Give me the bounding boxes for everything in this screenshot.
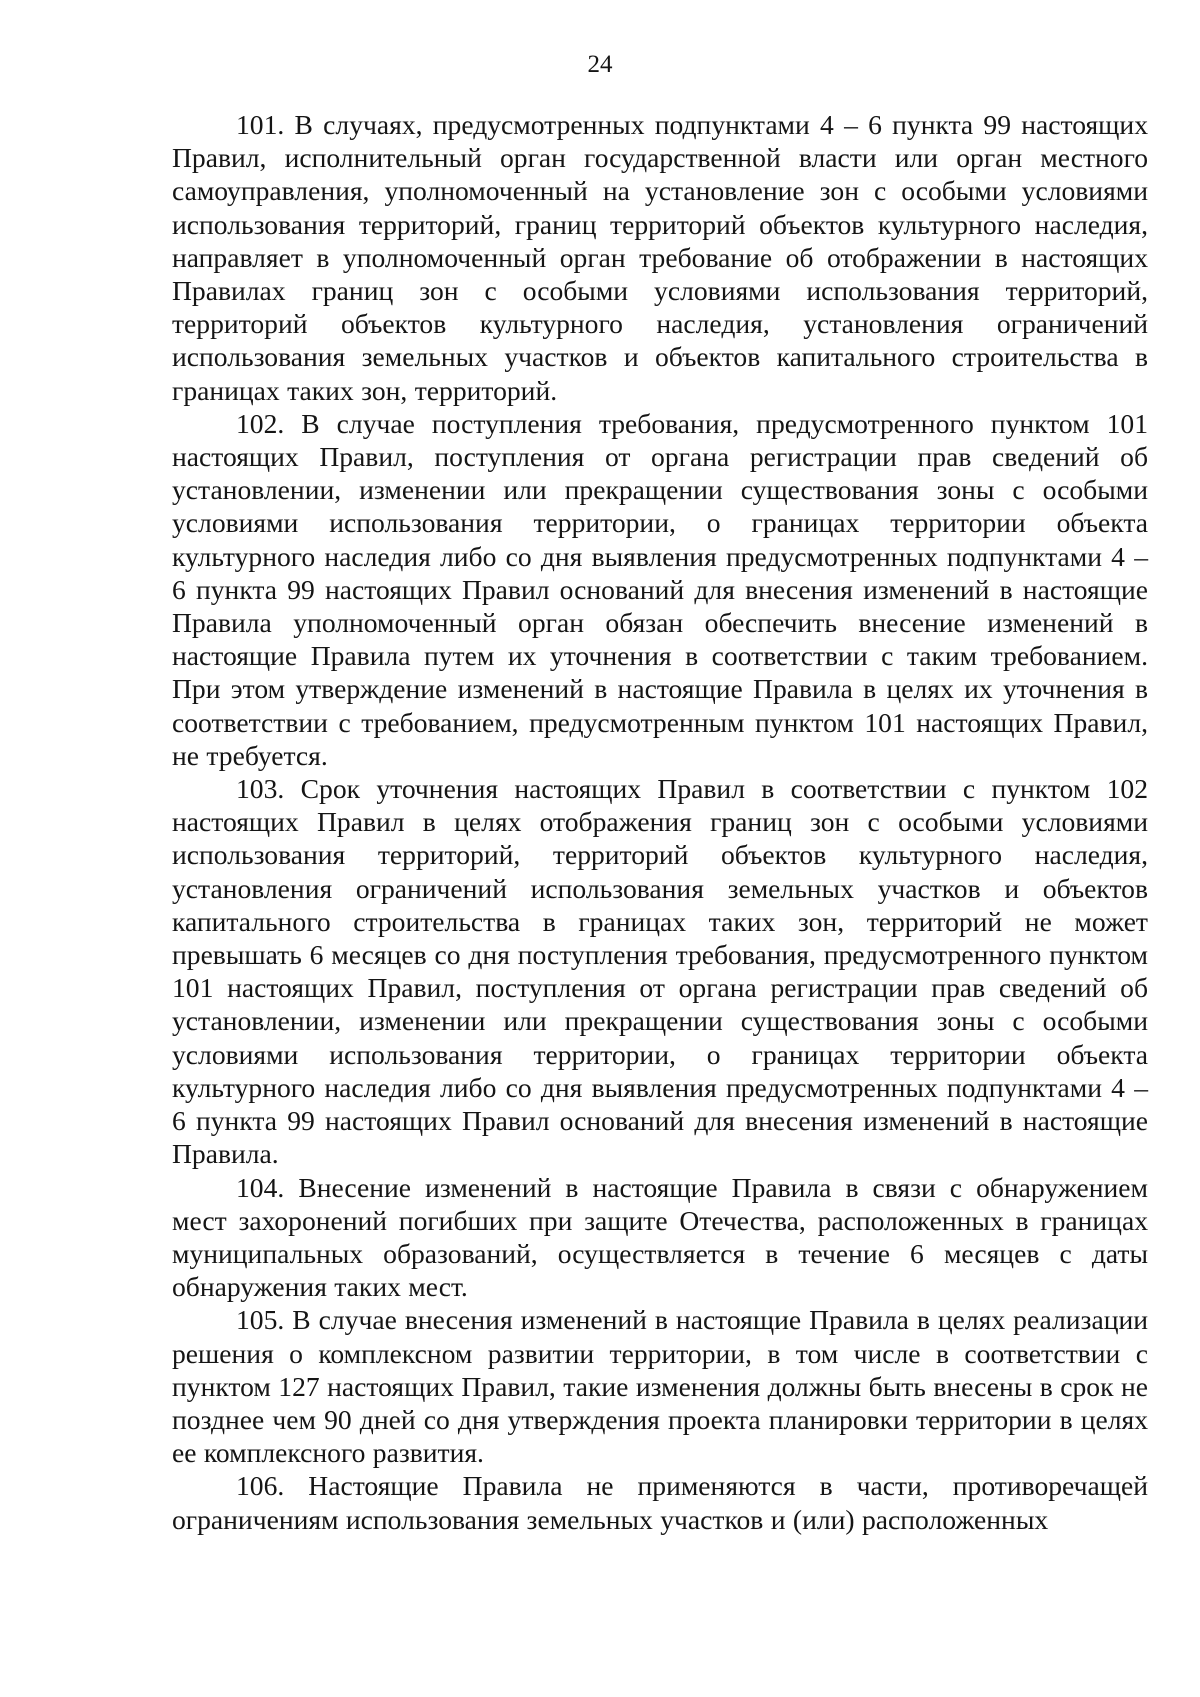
document-body [172, 108, 1148, 1536]
paragraph-101: 101. В случаях, предусмотренных подпунктами 4 – 6 пункта 99 настоящих Правил, исполнительный орган государственной власти или орган местного самоуправления, уполномоченный на установление зон с особыми условиями использования территорий, границ территорий объектов культурного наследия, направляет в уполномоченный орган требование об отображении в настоящих Правилах границ зон с особыми условиями использования территорий, территорий объектов культурного наследия, установления ограничений использования земельных участков и объектов капитального строительства в границах таких зон, территорий. [172, 109, 1148, 406]
paragraph-102: 102. В случае поступления требования, предусмотренного пунктом 101 настоящих Правил, поступления от органа регистрации прав сведений об установлении, изменении или прекращении существования зоны с особыми условиями использования территории, о границах территории объекта культурного наследия либо со дня выявления предусмотренных подпунктами 4 – 6 пункта 99 настоящих Правил оснований для внесения изменений в настоящие Правила уполномоченный орган обязан обеспечить внесение изменений в настоящие Правила путем их уточнения в соответствии с таким требованием. При этом утверждение изменений в настоящие Правила в целях их уточнения в соответствии с требованием, предусмотренным пунктом 101 настоящих Правил, не требуется. [172, 407, 1148, 771]
paragraph-105: 105. В случае внесения изменений в настоящие Правила в целях реализации решения о комплексном развитии территории, в том числе в соответствии с пунктом 127 настоящих Правил, такие изменения должны быть внесены в срок не позднее чем 90 дней со дня утверждения проекта планировки территории в целях ее комплексного развития. [172, 1304, 1148, 1469]
paragraph-104: 104. Внесение изменений в настоящие Правила в связи с обнаружением мест захоронений погибших при защите Отечества, расположенных в границах муниципальных образований, осуществляется в течение 6 месяцев с даты обнаружения таких мест. [172, 1171, 1148, 1303]
paragraph-103: 103. Срок уточнения настоящих Правил в соответствии с пунктом 102 настоящих Правил в целях отображения границ зон с особыми условиями использования территорий, территорий объектов культурного наследия, установления ограничений использования земельных участков и объектов капитального строительства в границах таких зон, территорий не может превышать 6 месяцев со дня поступления требования, предусмотренного пунктом 101 настоящих Правил, поступления от органа регистрации прав сведений об установлении, изменении или прекращении существования зоны с особыми условиями использования территории, о границах территории объекта культурного наследия либо со дня выявления предусмотренных подпунктами 4 – 6 пункта 99 настоящих Правил оснований для внесения изменений в настоящие Правила. [172, 773, 1148, 1170]
paragraph-106: 106. Настоящие Правила не применяются в части, противоречащей ограничениям использования земельных участков и (или) расположенных [172, 1470, 1148, 1535]
page-number: 24 [587, 51, 613, 78]
